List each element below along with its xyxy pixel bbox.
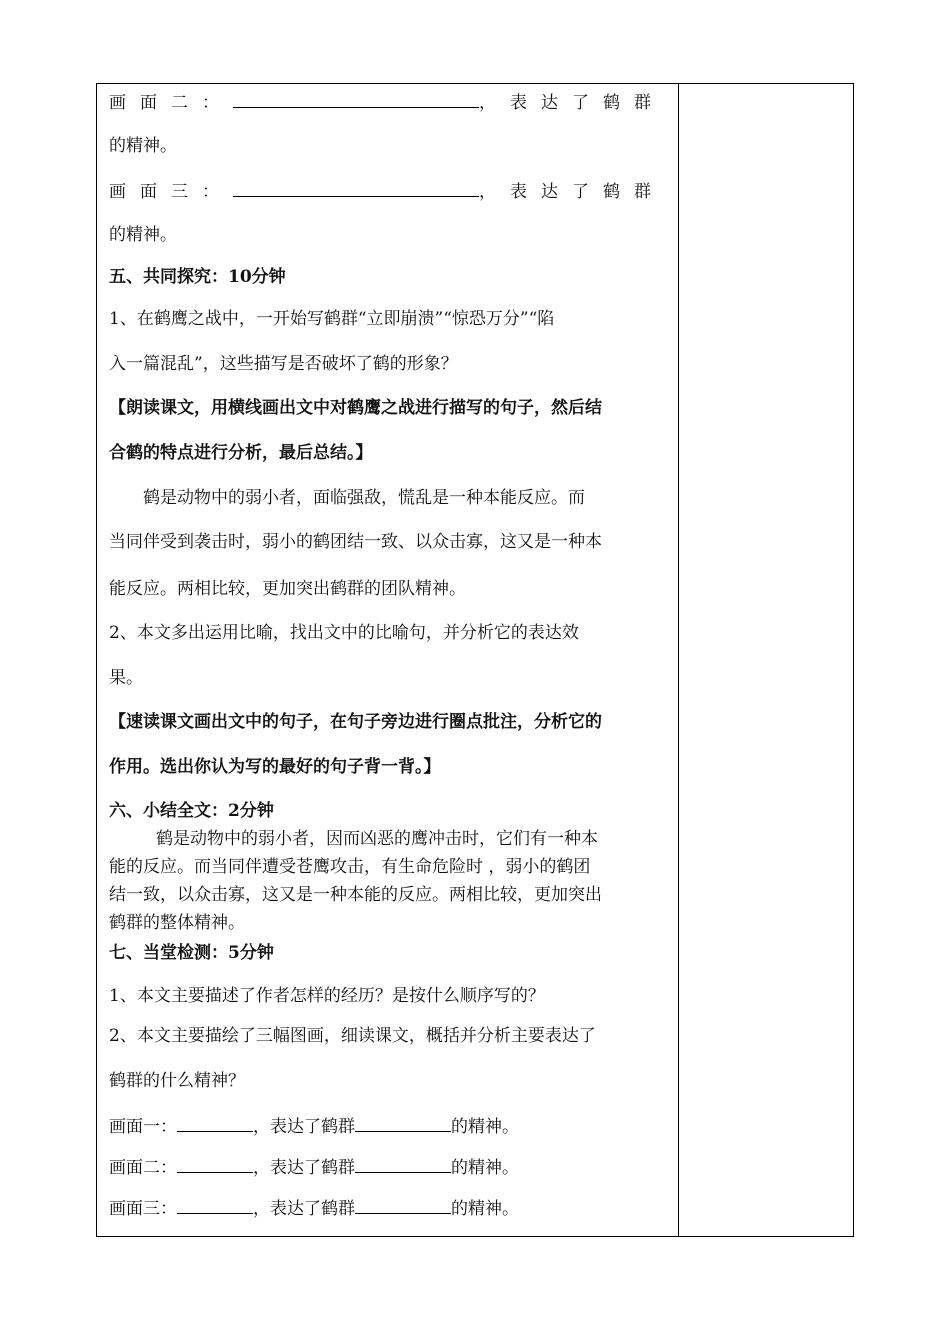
top-item-2 — [109, 91, 665, 113]
section5-q2-line2: 果。 — [109, 668, 143, 688]
section6-line1: 鹤是动物中的弱小者，因而凶恶的鹰冲击时，它们有一种本 — [156, 829, 598, 849]
section5-hint2-line1: 【速读课文画出文中的句子，在句子旁边进行圈点批注，分析它的 — [109, 712, 602, 732]
section7-item-1-blank1[interactable] — [177, 1115, 253, 1132]
section5-hint2-line2: 作用。选出你认为写的最好的句子背一背。】 — [109, 757, 441, 777]
top-item-2-blank[interactable] — [233, 91, 479, 108]
section5-answer-line1: 鹤是动物中的弱小者，面临强敌，慌乱是一种本能反应。而 — [143, 488, 585, 508]
section7-item-3-label: 画面三： — [109, 1199, 177, 1219]
section5-q1-line2: 入一篇混乱”，这些描写是否破坏了鹤的形象？ — [109, 354, 458, 374]
section7-item-2 — [109, 1156, 519, 1178]
section7-item-2-mid: ，表达了鹤群 — [253, 1158, 355, 1178]
section7-item-3-end: 的精神。 — [451, 1199, 519, 1219]
top-item-3-tail: ，表达了鹤群 — [479, 182, 665, 202]
top-item-2-tail: ，表达了鹤群 — [479, 93, 665, 113]
section5-hint1-line2: 合鹤的特点进行分析，最后总结。】 — [109, 443, 373, 463]
section6-line3: 结一致，以众击寡，这又是一种本能的反应。两相比较，更加突出 — [109, 885, 602, 905]
top-item-3-cont: 的精神。 — [109, 225, 177, 245]
section7-item-1-mid: ，表达了鹤群 — [253, 1117, 355, 1137]
section7-item-3 — [109, 1197, 519, 1219]
column-divider — [678, 84, 679, 1236]
section7-q2-line2: 鹤群的什么精神？ — [109, 1071, 245, 1091]
section7-heading: 七、当堂检测：5分钟 — [109, 943, 274, 963]
section6-line2: 能的反应。而当同伴遭受苍鹰攻击，有生命危险时 ，弱小的鹤团 — [109, 857, 591, 877]
top-item-3-blank[interactable] — [233, 180, 479, 197]
section5-answer-line3: 能反应。两相比较，更加突出鹤群的团队精神。 — [109, 579, 466, 599]
section6-heading: 六、小结全文：2分钟 — [109, 801, 274, 821]
section5-answer-line2: 当同伴受到袭击时，弱小的鹤团结一致、以众击寡，这又是一种本 — [109, 532, 602, 552]
section5-q2-line1: 2、本文多出运用比喻，找出文中的比喻句，并分析它的表达效 — [109, 623, 579, 643]
section5-hint1-line1: 【朗读课文，用横线画出文中对鹤鹰之战进行描写的句子，然后结 — [109, 398, 602, 418]
section7-q2-line1: 2、本文主要描绘了三幅图画，细读课文，概括并分析主要表达了 — [109, 1026, 596, 1046]
section7-item-1-blank2[interactable] — [355, 1115, 451, 1132]
section7-item-2-blank2[interactable] — [355, 1156, 451, 1173]
section7-item-1 — [109, 1115, 519, 1137]
section7-item-2-end: 的精神。 — [451, 1158, 519, 1178]
section7-item-1-end: 的精神。 — [451, 1117, 519, 1137]
top-item-3 — [109, 180, 665, 202]
top-item-2-cont: 的精神。 — [109, 136, 177, 156]
top-item-3-label: 画面三： — [109, 182, 233, 202]
section7-item-2-blank1[interactable] — [177, 1156, 253, 1173]
section7-item-3-blank1[interactable] — [177, 1197, 253, 1214]
section6-line4: 鹤群的整体精神。 — [109, 913, 245, 933]
section7-item-2-label: 画面二： — [109, 1158, 177, 1178]
section7-item-3-mid: ，表达了鹤群 — [253, 1199, 355, 1219]
section7-item-3-blank2[interactable] — [355, 1197, 451, 1214]
top-item-2-label: 画面二： — [109, 93, 233, 113]
section5-q1-line1: 1、在鹤鹰之战中，一开始写鹤群“立即崩溃”“惊恐万分”“陷 — [109, 309, 555, 329]
section5-heading: 五、共同探究：10分钟 — [109, 267, 286, 287]
worksheet-table — [96, 83, 854, 1237]
section7-q1: 1、本文主要描述了作者怎样的经历？是按什么顺序写的？ — [109, 986, 545, 1006]
section7-item-1-label: 画面一： — [109, 1117, 177, 1137]
